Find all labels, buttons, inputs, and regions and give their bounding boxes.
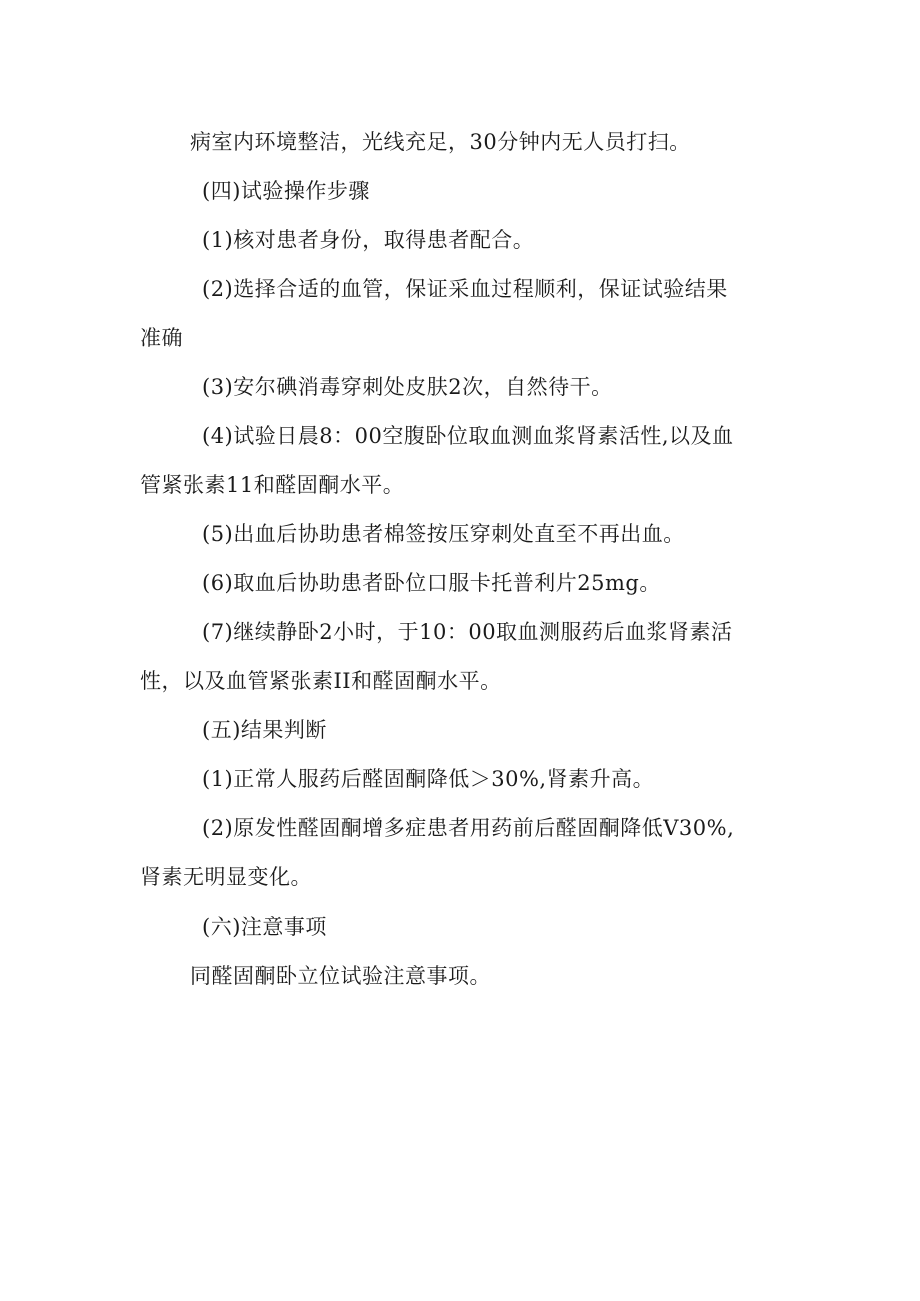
step-6: (6)取血后协助患者卧位口服卡托普利片25mg。 — [202, 571, 661, 595]
step-3: (3)安尔碘消毒穿刺处皮肤2次，自然待干。 — [202, 375, 613, 399]
notes-text: 同醛固酮卧立位试验注意事项。 — [190, 964, 491, 988]
section-heading-notes: (六)注意事项 — [202, 915, 327, 939]
section-heading-results: (五)结果判断 — [202, 718, 327, 742]
step-1: (1)核对患者身份，取得患者配合。 — [202, 228, 535, 252]
result-2: (2)原发性醛固酮增多症患者用药前后醛固酮降低V30%, — [202, 816, 735, 840]
result-1: (1)正常人服药后醛固酮降低＞30%,肾素升高。 — [202, 767, 655, 791]
step-7: (7)继续静卧2小时，于10：00取血测服药后血浆肾素活 — [202, 620, 733, 644]
step-2-continued: 准确 — [140, 326, 183, 350]
step-2: (2)选择合适的血管，保证采血过程顺利，保证试验结果 — [202, 277, 728, 301]
section-heading-procedure: (四)试验操作步骤 — [202, 179, 370, 203]
step-5: (5)出血后协助患者棉签按压穿刺处直至不再出血。 — [202, 522, 685, 546]
paragraph-environment: 病室内环境整洁，光线充足，30分钟内无人员打扫。 — [190, 130, 691, 154]
step-4: (4)试验日晨8：00空腹卧位取血测血浆肾素活性,以及血 — [202, 424, 734, 448]
step-4-continued: 管紧张素11和醛固酮水平。 — [140, 473, 405, 497]
step-7-continued: 性，以及血管紧张素II和醛固酮水平。 — [140, 669, 502, 693]
result-2-continued: 肾素无明显变化。 — [140, 865, 312, 889]
